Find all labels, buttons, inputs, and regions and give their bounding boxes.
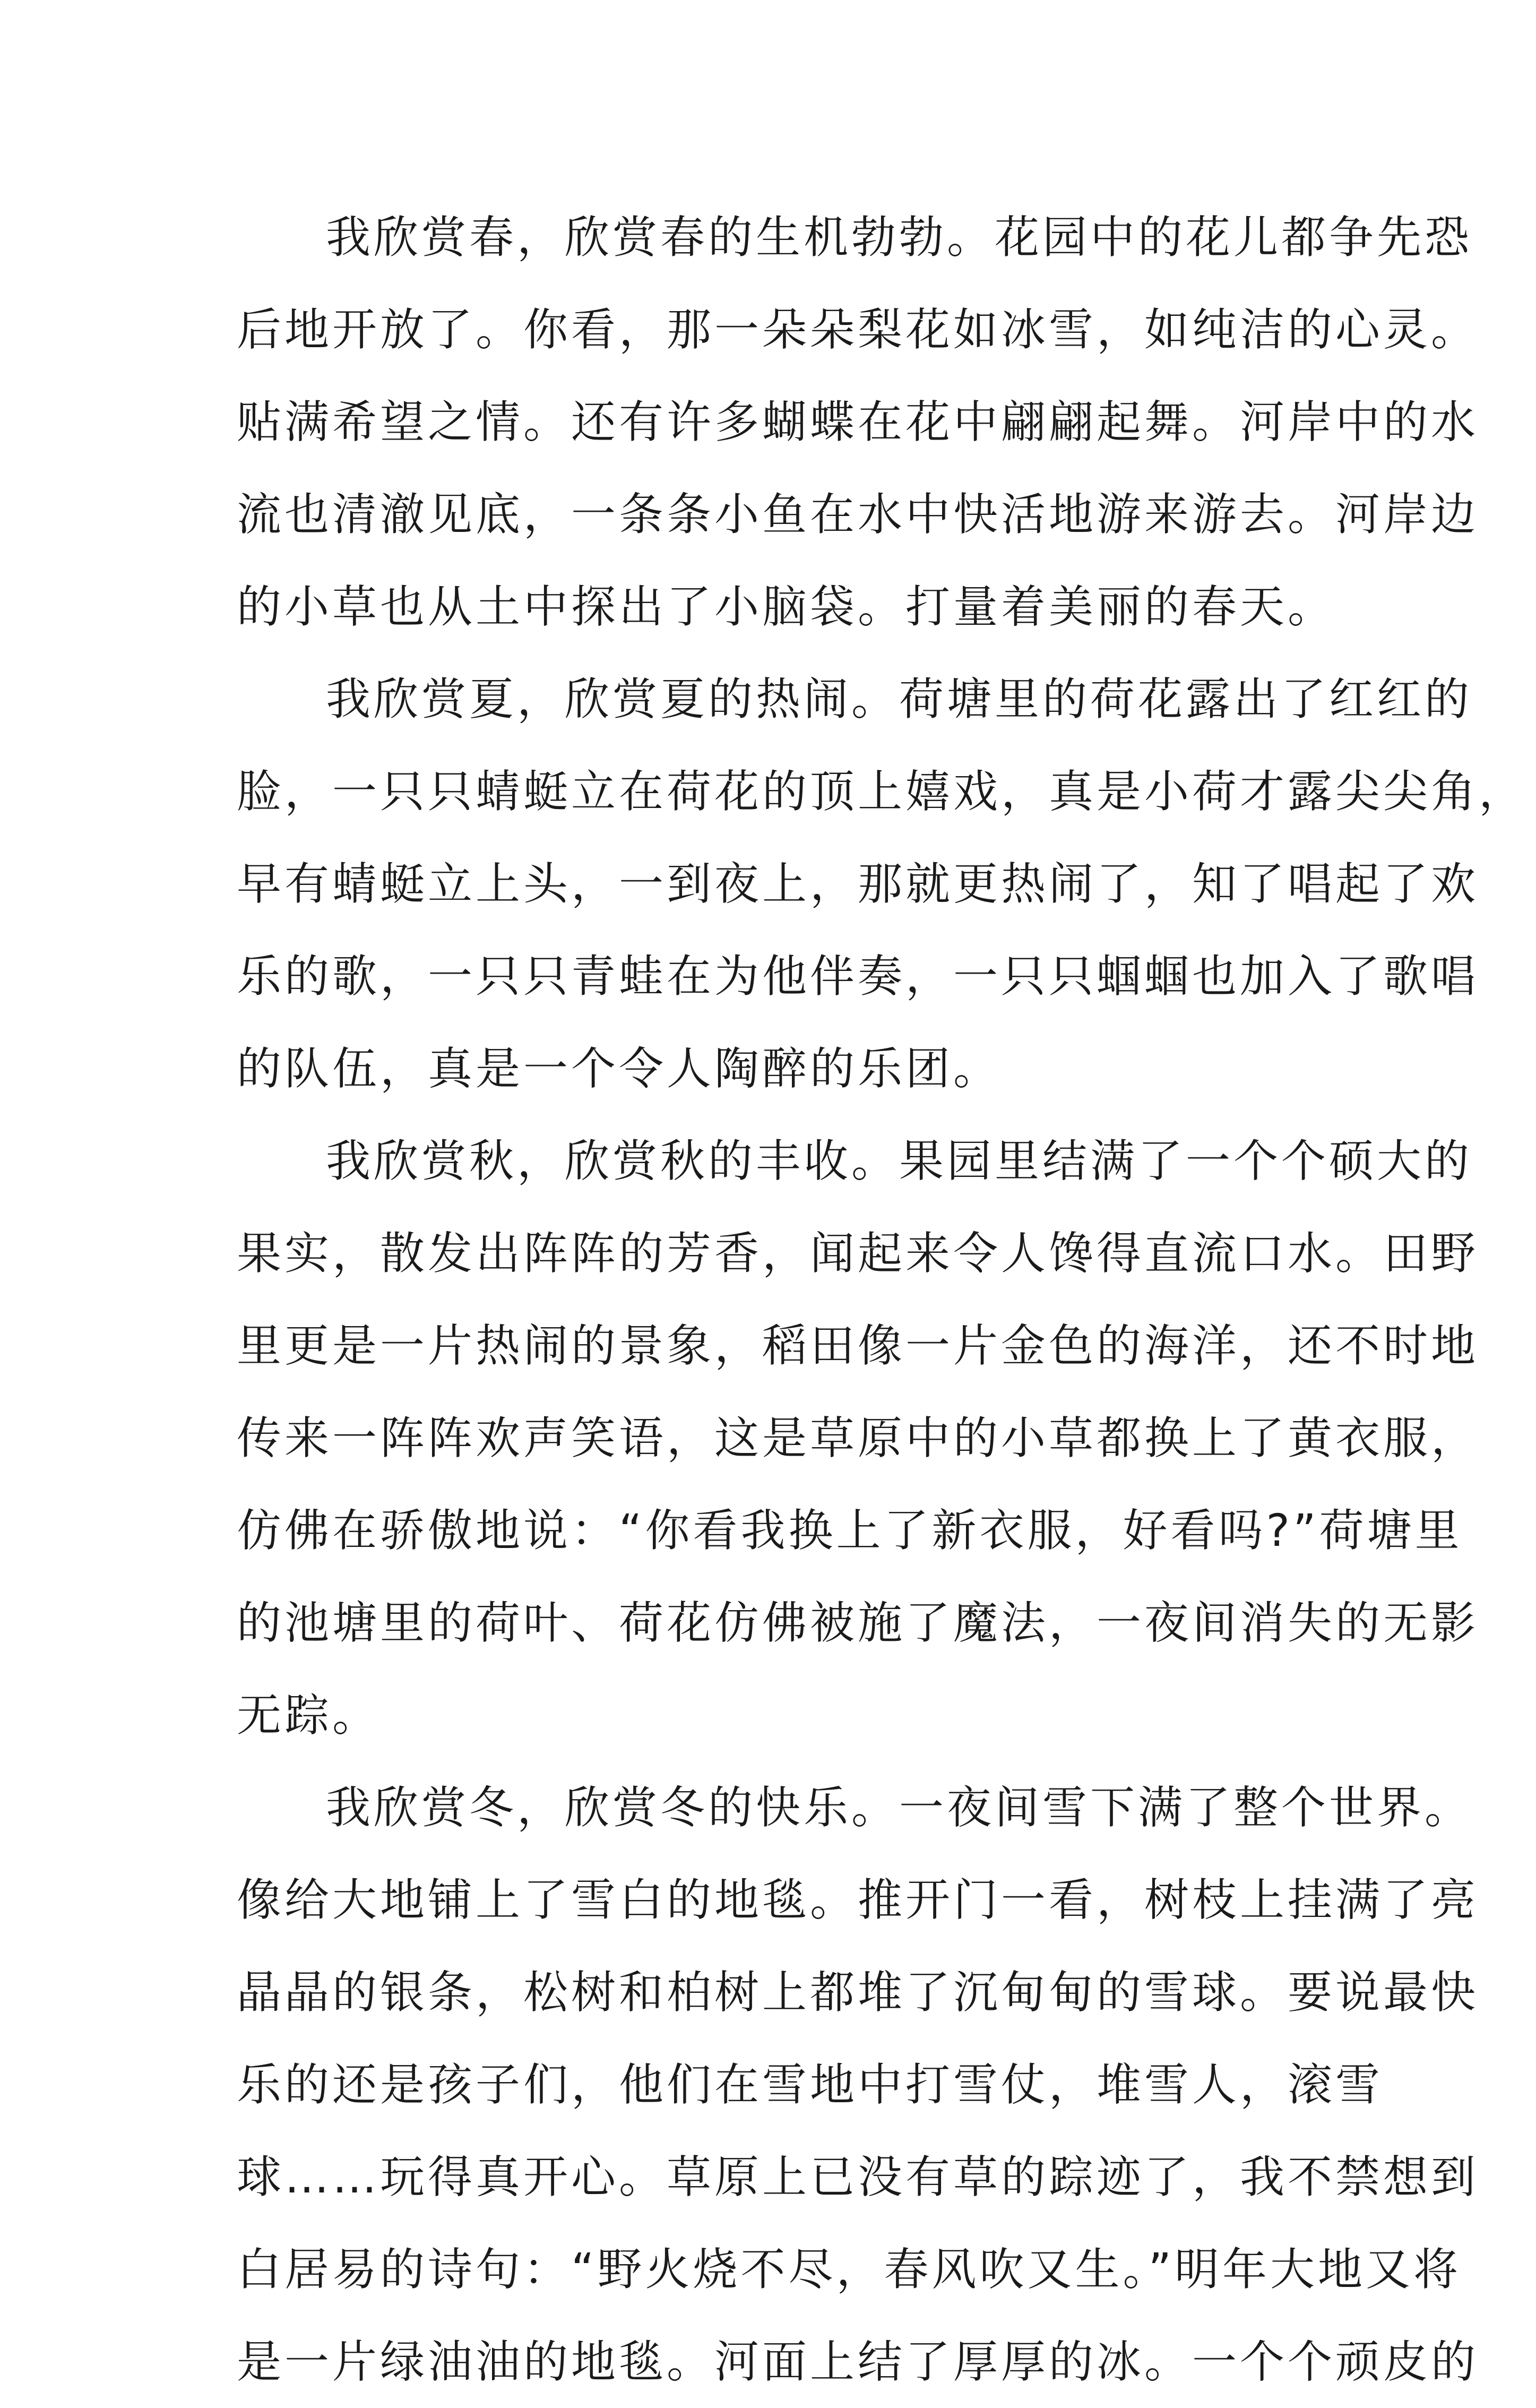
paragraph-spring-line-3: 贴满希望之情。还有许多蝴蝶在花中翩翩起舞。河岸中的水	[237, 396, 1479, 448]
paragraph-autumn-line-3: 里更是一片热闹的景象，稻田像一片金色的海洋，还不时地	[237, 1320, 1479, 1372]
paragraph-autumn-line-5: 仿佛在骄傲地说：“你看我换上了新衣服，好看吗?”荷塘里	[237, 1504, 1463, 1556]
paragraph-autumn-line-1: 我欣赏秋，欣赏秋的丰收。果园里结满了一个个硕大的	[326, 1135, 1473, 1187]
paragraph-winter-line-1: 我欣赏冬，欣赏冬的快乐。一夜间雪下满了整个世界。	[326, 1782, 1473, 1834]
paragraph-summer-line-4: 乐的歌，一只只青蛙在为他伴奏，一只只蝈蝈也加入了歌唱	[237, 950, 1479, 1002]
paragraph-autumn-line-7: 无踪。	[237, 1689, 381, 1741]
paragraph-spring-line-4: 流也清澈见底，一条条小鱼在水中快活地游来游去。河岸边	[237, 488, 1479, 540]
paragraph-winter-line-7: 是一片绿油油的地毯。河面上结了厚厚的冰。一个个顽皮的	[237, 2336, 1479, 2388]
paragraph-summer-line-3: 早有蜻蜓立上头，一到夜上，那就更热闹了，知了唱起了欢	[237, 858, 1479, 910]
paragraph-autumn-line-4: 传来一阵阵欢声笑语，这是草原中的小草都换上了黄衣服，	[237, 1412, 1479, 1464]
paragraph-winter-line-2: 像给大地铺上了雪白的地毯。推开门一看，树枝上挂满了亮	[237, 1874, 1479, 1926]
paragraph-winter-line-4: 乐的还是孩子们，他们在雪地中打雪仗，堆雪人，滚雪	[237, 2059, 1384, 2111]
paragraph-summer-line-2: 脸，一只只蜻蜓立在荷花的顶上嬉戏，真是小荷才露尖尖角，	[237, 766, 1527, 818]
paragraph-winter-line-3: 晶晶的银条，松树和柏树上都堆了沉甸甸的雪球。要说最快	[237, 1966, 1479, 2018]
paragraph-winter-line-5: 球……玩得真开心。草原上已没有草的踪迹了，我不禁想到	[237, 2151, 1479, 2203]
paragraph-winter-line-6: 白居易的诗句：“野火烧不尽，春风吹又生。”明年大地又将	[237, 2243, 1462, 2295]
paragraph-summer-line-1: 我欣赏夏，欣赏夏的热闹。荷塘里的荷花露出了红红的	[326, 673, 1473, 725]
essay-body	[237, 191, 1527, 2408]
paragraph-spring-line-2: 后地开放了。你看，那一朵朵梨花如冰雪，如纯洁的心灵。	[237, 304, 1479, 356]
paragraph-spring-line-5: 的小草也从土中探出了小脑袋。打量着美丽的春天。	[237, 581, 1336, 633]
paragraph-autumn-line-6: 的池塘里的荷叶、荷花仿佛被施了魔法，一夜间消失的无影	[237, 1597, 1479, 1649]
paragraph-spring-line-1: 我欣赏春，欣赏春的生机勃勃。花园中的花儿都争先恐	[326, 211, 1473, 263]
paragraph-summer-line-5: 的队伍，真是一个令人陶醉的乐团。	[237, 1043, 1002, 1095]
paragraph-autumn-line-2: 果实，散发出阵阵的芳香，闻起来令人馋得直流口水。田野	[237, 1227, 1479, 1279]
